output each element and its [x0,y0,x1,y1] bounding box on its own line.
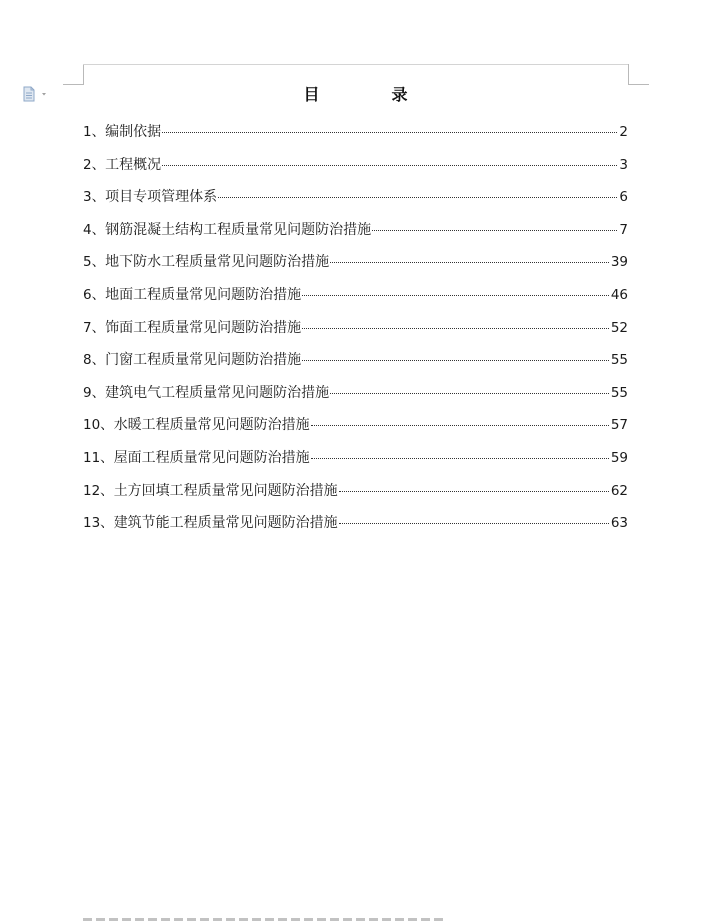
toc-entry[interactable] [83,479,628,512]
toc-entry-number: 3、 [83,189,106,206]
toc-entry[interactable] [83,413,628,446]
toc-title-right: 录 [391,85,408,104]
toc-entry-title: 编制依据 [105,124,162,140]
toc-dot-leader [372,229,617,231]
toc-entry-number: 5、 [83,254,106,271]
document-icon [22,86,50,102]
toc-entry-page-number: 59 [610,449,628,466]
toc-entry-page-number: 57 [610,417,628,434]
toc-entry-page-number: 52 [610,319,628,336]
toc-entry[interactable] [83,120,628,153]
toc-entry-page-number: 46 [610,286,628,303]
toc-dot-leader [302,359,609,361]
toc-entry-title: 项目专项管理体系 [105,189,218,206]
toc-dot-leader [162,164,617,166]
toc-entry-title: 饰面工程质量常见问题防治措施 [105,319,302,336]
toc-title-left: 目 [303,85,320,104]
toc-dot-leader [330,392,609,394]
toc-dot-leader [218,196,617,198]
toc-entry-title: 钢筋混凝土结构工程质量常见问题防治措施 [105,221,372,238]
toc-entry[interactable] [83,153,628,186]
toc-entry-page-number: 6 [619,189,628,206]
toc-entry-number: 6、 [83,286,106,303]
toc-title [83,82,628,108]
toc-entry-page-number: 39 [610,254,628,271]
toc-entry[interactable] [83,446,628,479]
toc-entry[interactable] [83,185,628,218]
toc-entry-number: 2、 [83,156,106,173]
toc-dot-leader [302,327,609,329]
toc-entry-title: 建筑电气工程质量常见问题防治措施 [105,384,330,401]
crop-mark-top-right [628,64,649,85]
next-page-text-edge [83,914,443,923]
toc-entry-title: 地下防水工程质量常见问题防治措施 [105,254,330,271]
toc-dot-leader [311,424,609,426]
toc-entry-number: 12、 [83,482,114,499]
toc-entry[interactable] [83,511,628,544]
toc-dot-leader [311,457,609,459]
toc-entry-title: 工程概况 [105,156,162,173]
toc-entry[interactable] [83,348,628,381]
toc-entry[interactable] [83,250,628,283]
toc-dot-leader [330,261,609,263]
toc-entry-page-number: 62 [610,482,628,499]
toc-entry-page-number: 55 [610,384,628,401]
toc-entry[interactable] [83,218,628,251]
toc-entry-title: 地面工程质量常见问题防治措施 [105,286,302,303]
toc-entry-title: 门窗工程质量常见问题防治措施 [105,352,302,369]
document-icon[interactable] [22,86,50,102]
toc-entry-title: 土方回填工程质量常见问题防治措施 [113,482,338,499]
toc-entry[interactable] [83,381,628,414]
header-margin-line [83,64,628,65]
toc-entry-title: 屋面工程质量常见问题防治措施 [113,449,310,466]
toc-dot-leader [339,522,609,524]
toc-dot-leader [302,294,609,296]
toc-entry-page-number: 55 [610,352,628,369]
toc-dot-leader [339,490,609,492]
toc-list [83,120,628,544]
toc-entry-number: 7、 [83,319,106,336]
toc-entry-page-number: 63 [610,515,628,532]
toc-entry-number: 11、 [83,449,114,466]
toc-entry-page-number: 7 [619,221,628,238]
toc-entry-number: 13、 [83,515,114,532]
toc-entry-number: 10、 [83,417,114,434]
toc-entry-title: 建筑节能工程质量常见问题防治措施 [113,515,338,532]
toc-dot-leader [162,131,617,133]
toc-entry-number: 4、 [83,221,106,238]
toc-entry[interactable] [83,316,628,349]
crop-mark-top-left [63,64,84,85]
toc-entry-number: 8、 [83,352,106,369]
toc-entry-number: 1、 [83,124,106,140]
toc-entry-title: 水暖工程质量常见问题防治措施 [113,417,310,434]
toc-entry-number: 9、 [83,384,106,401]
toc-entry-page-number: 3 [619,156,628,173]
toc-entry[interactable] [83,283,628,316]
toc-entry-page-number: 2 [619,124,628,140]
